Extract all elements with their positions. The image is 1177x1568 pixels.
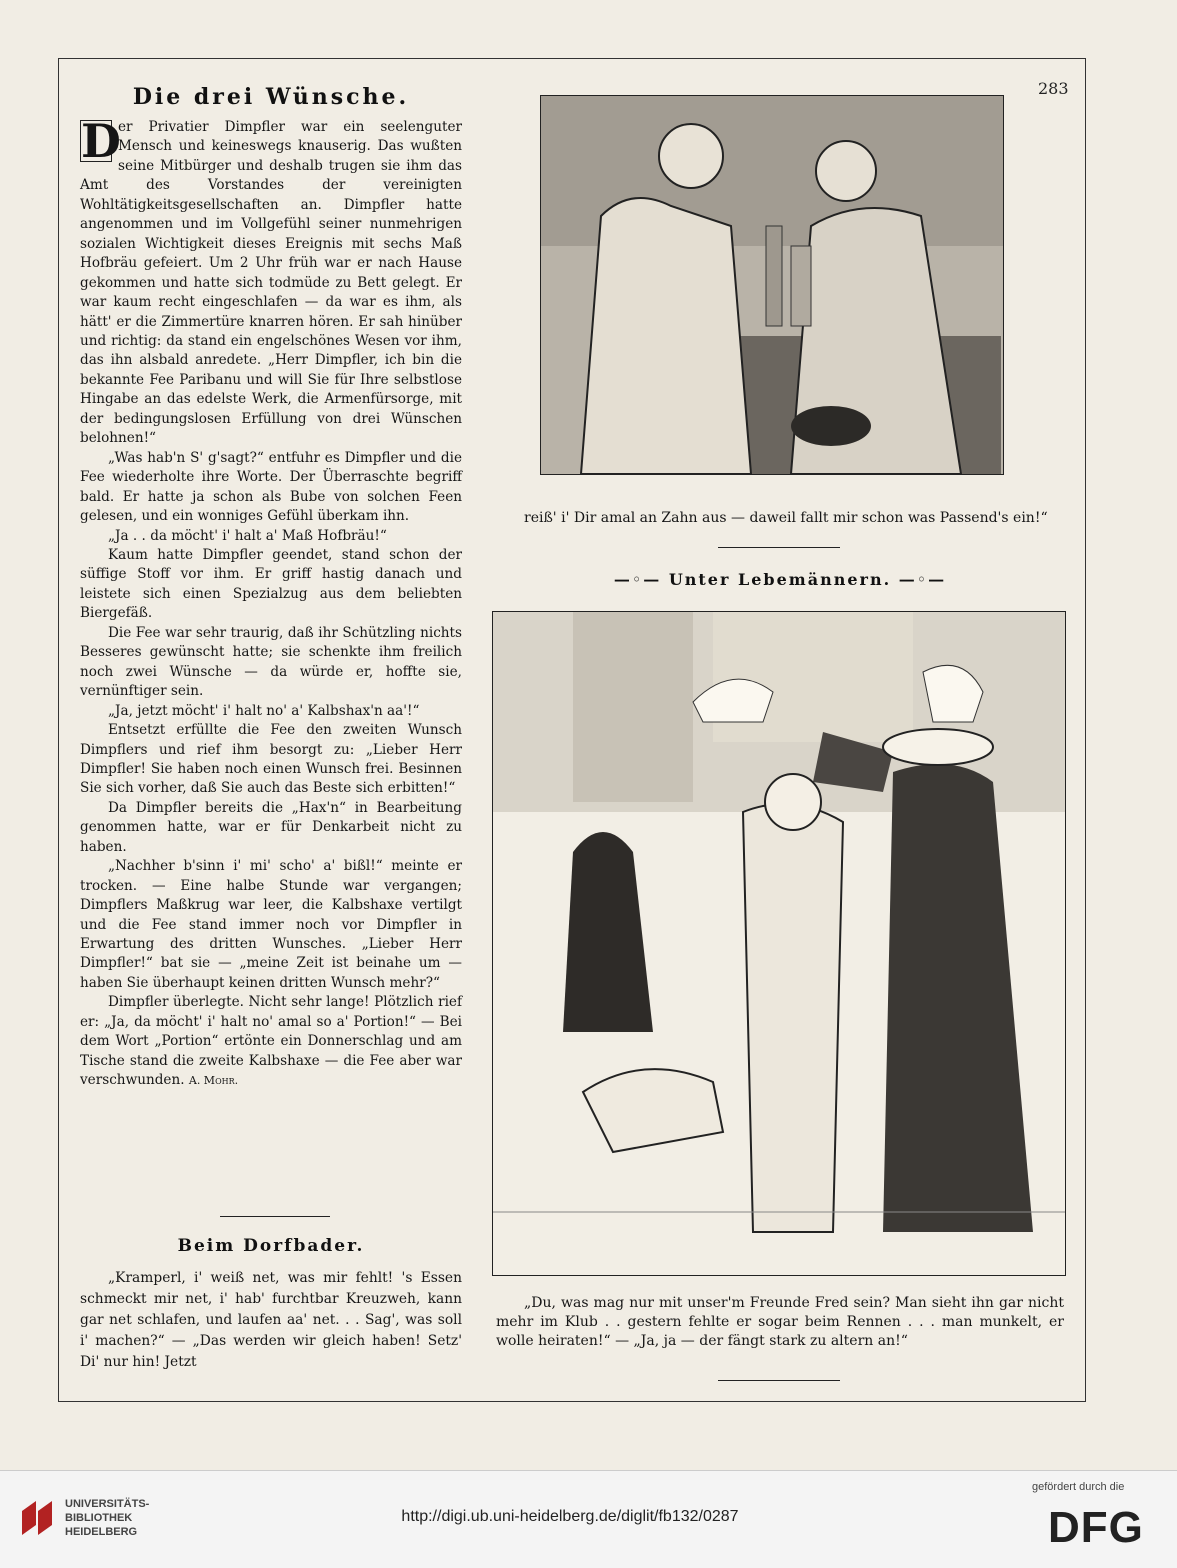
caption-text: „Du, was mag nur mit unser'm Freunde Fred sein? Man sieht ihn gar nicht mehr im Klub . . gestern fehlte er sogar beim Rennen . . . man munkelt, er wolle heiraten!“ — „Ja, ja — der fängt stark zu altern an!“ (496, 1295, 1064, 1349)
ornament-left: —◦— (613, 570, 662, 589)
divider-rule (220, 1216, 330, 1217)
source-url-link[interactable]: http://digi.ub.uni-heidelberg.de/diglit/fb132/0287 (401, 1508, 739, 1525)
story-paragraph: Entsetzt erfüllte die Fee den zweiten Wunsch Dimpflers und rief ihm besorgt zu: „Lieber Herr Dimpfler! Sie haben noch einen Wunsch frei. Besinnen Sie sich vorher, daß Sie auch das Beste sich erbitten!“ (80, 722, 462, 797)
illustration-barber-scene (540, 95, 1004, 475)
story-paragraph: „Kramperl, i' weiß net, was mir fehlt! 's Essen schmeckt mir net, i' hab' furchtbar Kreuzweh, kann gar net schlafen, und laufen aa' net. . . Sag', was soll i' machen?“ — „Das werden wir gleich haben! Setz' Di' nur hin! Jetzt (80, 1270, 462, 1370)
dfg-logo: DFG (1048, 1503, 1144, 1552)
story-title-dorfbader: Beim Dorfbader. (177, 1236, 365, 1256)
story-paragraph: Kaum hatte Dimpfler geendet, stand schon der süffige Stoff vor ihm. Er griff hastig danach und leistete sich einen Spezialzug aus dem beliebten Biergefäß. (80, 546, 462, 622)
divider-rule (718, 1380, 840, 1381)
story-title-drei-wuensche: Die drei Wünsche. (132, 84, 410, 110)
digitization-footer (0, 1470, 1177, 1568)
story-paragraph: D er Privatier Dimpfler war ein seelenguter Mensch und keineswegs knauserig. Das wußten seine Mitbürger und deshalb trugen sie ihm das Amt des Vorstandes der vereinigten Wohltätigkeitsgesellschaften an. Dimpfler hatte angenommen und im Vollgefühl seiner nunmehrigen sozialen Wichtigkeit dieses Ereignis mit sechs Maß Hofbräu gefeiert. Um 2 Uhr früh war er nach Hause gekommen und hatte sich todmüde zu Bett gelegt. Er war kaum recht eingeschlafen — da war es ihm, als hätt' er die Zimmertüre knarren hören. Er sah hinüber und richtig: da stand ein engelschönes Wesen vor ihm, das ihn alsbald anredete. „Herr Dimpfler, ich bin die bekannte Fee Paribanu und will Sie für Ihre selbstlose Hingabe an das edelste Werk, die Armenfürsorge, mit der bedingungslosen Erfüllung von drei Wünschen belohnen!“ (80, 114, 462, 447)
caption-lebemaenner (496, 1294, 1064, 1351)
story-paragraph: „Was hab'n S' g'sagt?“ entfuhr es Dimpfler und die Fee wiederholte ihre Worte. Der Überraschte begriff bald. Er hatte ja schon als Bube von solchen Feen gelesen, und ein wonniges Gefühl überkam ihn. (80, 449, 462, 525)
page-number: 283 (1038, 79, 1069, 98)
caption-text: reiß' i' Dir amal an Zahn aus — daweil fallt mir schon was Passend's ein!“ (524, 510, 1048, 526)
story-paragraph: Die Fee war sehr traurig, daß ihr Schützling nichts Besseres gewünscht hatte; sie schenkte ihm freilich noch zwei Wünsche — da würde er, hoffte sie, vernünftiger sein. (80, 624, 462, 700)
story-paragraph: Dimpfler überlegte. Nicht sehr lange! Plötzlich rief er: „Ja, da möcht' i' halt no' amal so a' Portion!“ — Bei dem Wort „Portion“ ertönte ein Donnerschlag und am Tische stand die zweite Kalbshaxe — die Fee aber war verschwunden. A. Mohr. (80, 994, 462, 1089)
library-logo-icon (18, 1497, 58, 1539)
left-column (80, 84, 462, 1091)
funder-label: gefördert durch die (1032, 1481, 1125, 1493)
illustration-street-scene (492, 611, 1066, 1276)
left-column-bottom (80, 1236, 462, 1373)
story-paragraph: Da Dimpfler bereits die „Hax'n“ in Bearbeitung genommen hatte, war er für Denkarbeit nicht zu haben. (80, 799, 462, 855)
ornament-right: —◦— (898, 570, 947, 589)
story-paragraph: „Nachher b'sinn i' mi' scho' a' bißl!“ meinte er trocken. — Eine halbe Stunde war vergangen; Dimpflers Maßkrug war leer, die Kalbshaxe vertilgt und die Fee stand immer noch vor Dimpfler in Erwartung des dritten Wunsches. „Lieber Herr Dimpfler!“ bat sie — „meine Zeit ist beinahe um — haben Sie überhaupt keinen dritten Wunsch mehr?“ (80, 858, 462, 991)
story-title-lebemaenner: —◦— Unter Lebemännern. —◦— (613, 570, 947, 589)
story-author: A. Mohr. (188, 1074, 239, 1088)
story-paragraph: „Ja . . da möcht' i' halt a' Maß Hofbräu!“ (108, 527, 387, 544)
story-paragraph: „Ja, jetzt möcht' i' halt no' a' Kalbshax'n aa'!“ (108, 702, 420, 719)
library-name: UNIVERSITÄTS- BIBLIOTHEK HEIDELBERG (65, 1498, 150, 1538)
divider-rule (718, 547, 840, 548)
caption-barber (496, 509, 1064, 528)
dropcap-letter: D (81, 114, 121, 168)
